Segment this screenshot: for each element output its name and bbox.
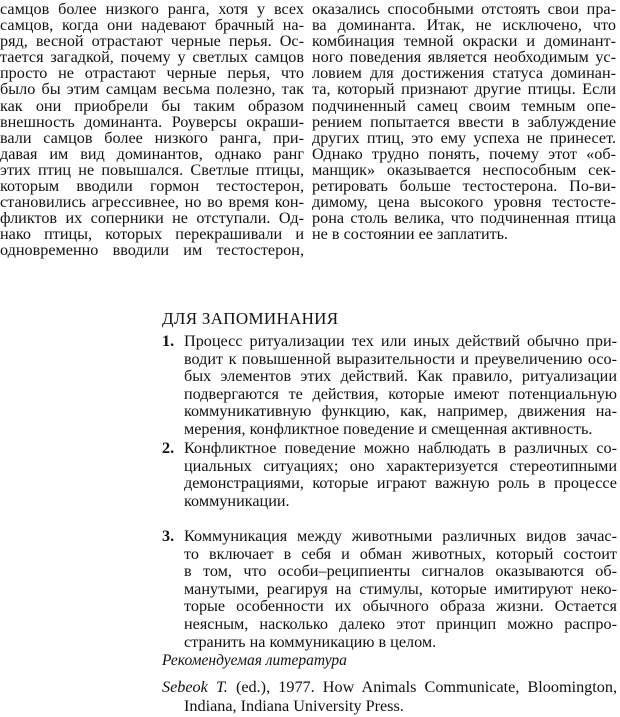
text-line: подчиненный самец своим темным опе- [312, 96, 616, 115]
text-line: не в состоянии ее заплатить. [312, 225, 509, 244]
reference-text: (ed.), 1977. How Animals Communicate, Bloomington, [227, 678, 618, 696]
text-line: комбинация темной окраски и доминант- [312, 32, 616, 51]
section-heading: ДЛЯ ЗАПОМИНАНИЯ [162, 309, 339, 328]
reference-author: Sebeok T. [162, 678, 228, 696]
text-line: которым вводили гормон тестостерон, [0, 177, 304, 196]
text-line: коммуникативную функцию, как, например, движения на- [184, 402, 617, 421]
list-number: 1. [162, 332, 175, 350]
list-item [162, 440, 617, 510]
text-line: рона столь велика, что подчиненная птица [312, 209, 616, 228]
text-line: ряд, весной отрастают черные перья. Ос- [0, 32, 304, 51]
text-line: водит к повышенной выразительности и преувеличению осо- [184, 349, 617, 368]
text-line: ретировать больше тестостерона. По-ви- [312, 177, 616, 196]
text-line: коммуникации. [184, 491, 290, 510]
text-line: мерения, конфликтное поведение и смещенная активность. [184, 419, 593, 438]
text-line: странить на коммуникацию в целом. [184, 632, 437, 651]
text-line: ва доминанта. Итак, не исключено, что [312, 16, 616, 35]
text-line: вали самцов более низкого ранга, при- [0, 128, 304, 147]
list-item-text [184, 440, 617, 510]
list-number: 2. [162, 439, 175, 457]
text-line: самцов более низкого ранга, хотя у всех [0, 0, 304, 18]
list-item [162, 528, 617, 651]
text-line: внешность доминанта. Роуверсы окраши- [0, 112, 304, 131]
text-line: становились агрессивнее, но во время кон- [0, 193, 304, 212]
text-line: давая им вид доминантов, однако ранг [0, 144, 304, 163]
text-line: Однако трудно понять, почему этот «об- [312, 144, 616, 163]
text-line: Конфликтное поведение можно наблюдать в различных со- [184, 439, 617, 457]
reference-entry [162, 678, 617, 716]
text-line: в том, что особи–реципиенты сигналов оказываются об- [184, 562, 617, 581]
text-line: рением попытается ввести в заблуждение [312, 112, 616, 131]
text-line: фликтов их соперники не отступали. Од- [0, 209, 304, 228]
text-line: самцов, когда они надевают брачный на- [0, 16, 304, 35]
text-line: других птиц, это ему успеха не принесет. [312, 128, 616, 147]
text-line: ного поведения является необходимым ус- [312, 48, 616, 67]
text-line: одновременно вводили им тестостерон, [0, 241, 304, 260]
text-line: манутыми, реагируя на стимулы, которые имитируют неко- [184, 579, 617, 598]
list-item-text [184, 528, 617, 651]
text-line: подвергаются те действия, которые имеют потенциальную [184, 384, 617, 403]
reference-text-line2: Indiana, Indiana University Press. [184, 697, 404, 715]
list-number: 3. [162, 527, 175, 545]
text-line: просто не отрастают черные перья, что [0, 64, 304, 83]
text-line: бых элементов этих действий. Как правило, ритуализации [184, 367, 617, 386]
text-line: то включает в себя и обман животных, который состоит [184, 544, 617, 563]
text-line: тается загадкой, почему у светлых самцов [0, 48, 304, 67]
right-column-text [312, 1, 616, 242]
text-line: как они приобрели бы таким образом [0, 96, 304, 115]
text-line: димому, цена высокого уровня тестосте- [312, 193, 616, 212]
text-line: торые особенности их обычного образа жизни. Остается [184, 597, 617, 616]
text-line: оказались способными отстоять свои пра- [312, 0, 616, 18]
text-line: ловием для достижения статуса доминан- [312, 64, 616, 83]
text-line: демонстрациями, которые играют важную роль в процессе [184, 474, 617, 493]
text-line: было бы этим самцам весьма полезно, так [0, 80, 304, 99]
text-line: Коммуникация между животными различных видов зачас- [184, 527, 617, 545]
text-line: неясным, насколько далеко этот принцип можно распро- [184, 614, 617, 633]
text-line: этих птиц не повышался. Светлые птицы, [0, 160, 304, 179]
list-item-text [184, 333, 617, 439]
recommended-literature-label: Рекомендуемая литература [162, 652, 347, 669]
text-line: манщик» оказывается неспособным сек- [312, 160, 616, 179]
text-line: циальных ситуациях; оно характеризуется стереотипными [184, 456, 617, 475]
text-line: та, который признают другие птицы. Если [312, 80, 616, 99]
left-column-text [0, 1, 304, 259]
list-item [162, 333, 617, 439]
text-line: нако птицы, которых перекрашивали и [0, 225, 304, 244]
text-line: Процесс ритуализации тех или иных действий обычно при- [184, 332, 617, 350]
